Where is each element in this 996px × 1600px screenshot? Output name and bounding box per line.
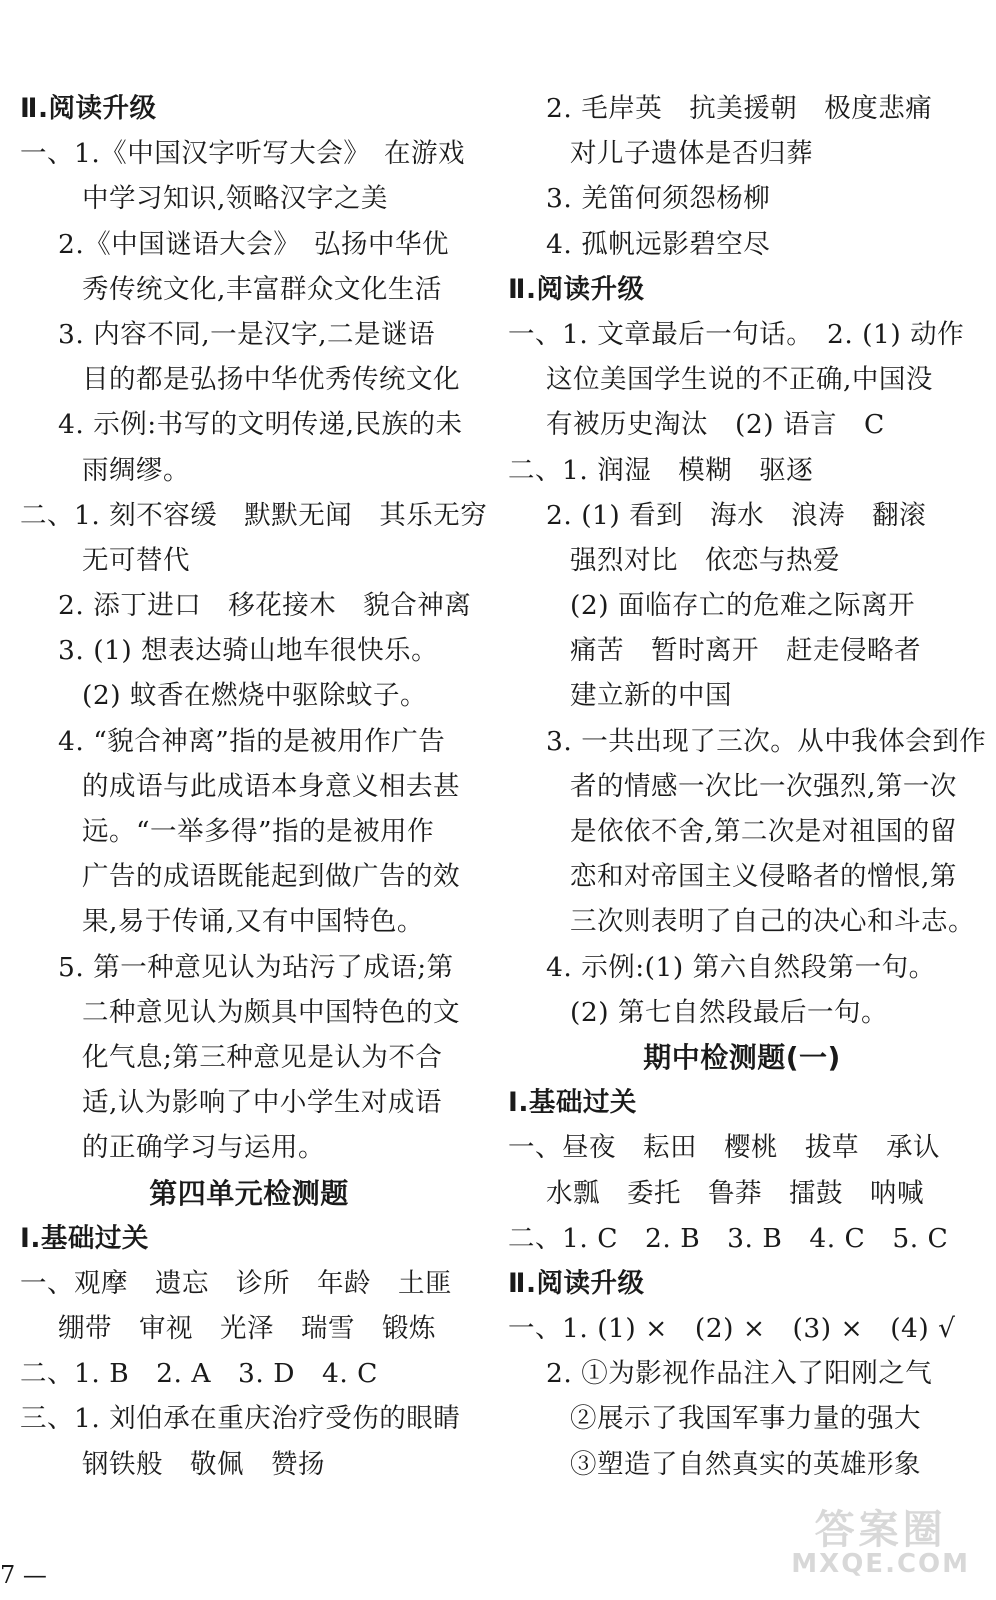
text-line: 中学习知识,领略汉字之美	[82, 183, 388, 215]
text-line: 一、昼夜 耘田 樱桃 拔草 承认	[508, 1132, 940, 1164]
text-line: 2. 添丁进口 移花接木 貌合神离	[58, 590, 472, 622]
text-line: ③塑造了自然真实的英雄形象	[570, 1448, 921, 1480]
text-line: 这位美国学生说的不正确,中国没	[546, 364, 933, 396]
text-line: 恋和对帝国主义侵略者的憎恨,第	[570, 861, 957, 893]
watermark-url: MXQE.COM	[791, 1549, 970, 1579]
text-line: 4. 孤帆远影碧空尽	[546, 228, 771, 260]
text-line: 二、1. 润湿 模糊 驱逐	[508, 454, 814, 486]
text-line: 一、1. (1) × (2) × (3) × (4) √	[508, 1313, 956, 1345]
text-line: 2. ①为影视作品注入了阳刚之气	[546, 1358, 933, 1390]
text-line: 三次则表明了自己的决心和斗志。	[570, 906, 975, 938]
text-line: 4. “貌合神离”指的是被用作广告	[58, 725, 446, 757]
text-line: 3. 内容不同,一是汉字,二是谜语	[58, 318, 436, 350]
text-line: 3. 羌笛何须怨杨柳	[546, 183, 771, 215]
text-line: 秀传统文化,丰富群众文化生活	[82, 273, 442, 305]
text-line: 有被历史淘汰 (2) 语言 C	[546, 409, 885, 441]
text-line: 对儿子遗体是否归葬	[570, 138, 813, 170]
text-line: (2) 第七自然段最后一句。	[570, 996, 888, 1028]
unit-title: 期中检测题(一)	[643, 1040, 841, 1074]
section-heading: Ⅱ.阅读升级	[20, 93, 157, 124]
unit-title: 第四单元检测题	[149, 1176, 349, 1210]
section-heading: Ⅰ.基础过关	[20, 1222, 149, 1254]
text-line: (2) 蚊香在燃烧中驱除蚊子。	[82, 680, 427, 712]
text-line: 3. (1) 想表达骑山地车很快乐。	[58, 635, 439, 667]
text-line: 3. 一共出现了三次。从中我体会到作	[546, 725, 987, 757]
text-line: 一、观摩 遗忘 诊所 年龄 土匪	[20, 1267, 452, 1299]
page-number: 7 —	[0, 1561, 47, 1589]
left-column	[18, 86, 488, 1487]
text-line: 二、1. 刻不容缓 默默无闻 其乐无穷	[20, 499, 488, 531]
text-line: 雨绸缪。	[82, 454, 190, 486]
text-line: 是依依不舍,第二次是对祖国的留	[570, 816, 957, 847]
section-heading: Ⅰ.基础过关	[508, 1087, 637, 1119]
text-line: 痛苦 暂时离开 赶走侵略者	[570, 635, 921, 667]
text-line: 2. 毛岸英 抗美援朝 极度悲痛	[546, 93, 933, 124]
text-line: 二种意见认为颇具中国特色的文	[82, 996, 460, 1028]
text-line: 果,易于传诵,又有中国特色。	[82, 906, 424, 938]
text-line: 强烈对比 依恋与热爱	[570, 544, 840, 576]
text-line: 广告的成语既能起到做广告的效	[82, 861, 460, 893]
text-line: 适,认为影响了中小学生对成语	[82, 1087, 442, 1119]
text-line: 2. (1) 看到 海水 浪涛 翻滚	[546, 499, 927, 531]
text-line: 5. 第一种意见认为玷污了成语;第	[58, 951, 454, 983]
right-column	[506, 86, 987, 1487]
text-line: 二、1. B 2. A 3. D 4. C	[20, 1358, 378, 1390]
text-line: 远。“一举多得”指的是被用作	[82, 816, 435, 847]
section-heading: Ⅱ.阅读升级	[508, 273, 645, 305]
text-line: 4. 示例:(1) 第六自然段第一句。	[546, 951, 936, 983]
text-line: 无可替代	[82, 544, 190, 576]
text-line: 目的都是弘扬中华优秀传统文化	[82, 364, 460, 396]
text-line: 建立新的中国	[570, 680, 732, 712]
text-line: 的成语与此成语本身意义相去甚	[82, 770, 460, 802]
text-line: 4. 示例:书写的文明传递,民族的未	[58, 409, 463, 441]
text-line: ②展示了我国军事力量的强大	[570, 1403, 921, 1435]
text-line: 化气息;第三种意见是认为不合	[82, 1041, 443, 1073]
text-line: 绷带 审视 光泽 瑞雪 锻炼	[58, 1313, 436, 1345]
text-line: 者的情感一次比一次强烈,第一次	[570, 770, 957, 802]
text-line: 的正确学习与运用。	[82, 1132, 325, 1164]
text-line: 钢铁般 敬佩 赞扬	[82, 1448, 325, 1480]
section-heading: Ⅱ.阅读升级	[508, 1267, 645, 1299]
text-line: 三、1. 刘伯承在重庆治疗受伤的眼睛	[20, 1403, 461, 1435]
text-line: 一、1.《中国汉字听写大会》 在游戏	[20, 138, 466, 170]
text-line: 二、1. C 2. B 3. B 4. C 5. C	[508, 1222, 949, 1254]
text-line: (2) 面临存亡的危难之际离开	[570, 590, 915, 622]
text-line: 2.《中国谜语大会》 弘扬中华优	[58, 228, 450, 260]
watermark-logo: 答案圈	[814, 1507, 947, 1553]
text-line: 一、1. 文章最后一句话。 2. (1) 动作	[508, 318, 965, 350]
watermark	[791, 1507, 970, 1579]
text-line: 水瓢 委托 鲁莽 擂鼓 呐喊	[546, 1177, 924, 1209]
